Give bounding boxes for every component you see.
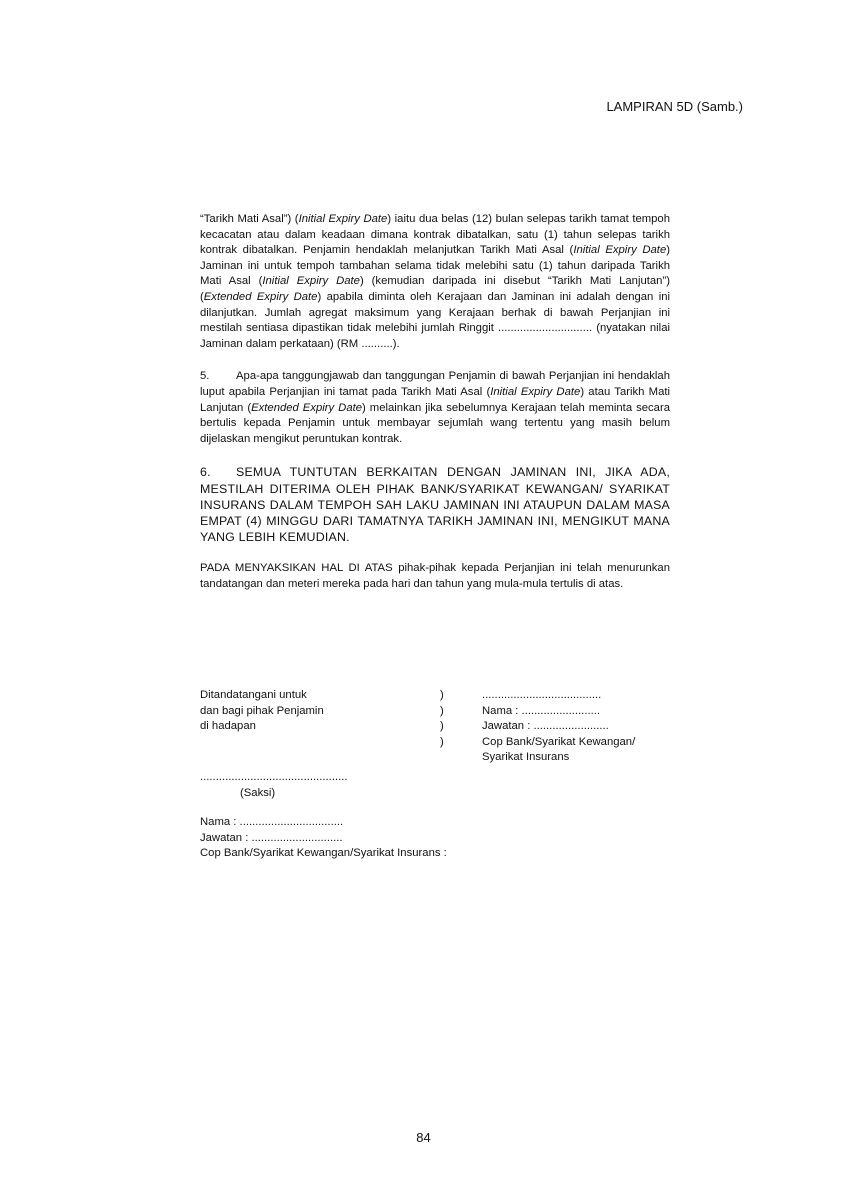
- name-field: Nama : .........................: [482, 704, 601, 717]
- paragraph-number: 5.: [200, 370, 210, 383]
- italic-term: Initial Expiry Date: [573, 244, 667, 257]
- position-field: Jawatan : ........................: [482, 720, 609, 733]
- stamp-field-continued: Syarikat Insurans: [482, 751, 570, 764]
- paragraph-expiry-date: [200, 212, 670, 352]
- witness-stamp-field: Cop Bank/Syarikat Kewangan/Syarikat Insurans :: [200, 847, 447, 860]
- text-segment: ) atau Tarikh Mati Lanjutan (: [200, 385, 670, 414]
- italic-term: Initial Expiry Date: [262, 275, 360, 288]
- stamp-field: Cop Bank/Syarikat Kewangan/: [482, 735, 636, 748]
- text-segment: ) iaitu dua belas (12) bulan selepas tarikh tamat tempoh kecacatan atau dalam keadaan dimana kontrak dibatalkan, satu (1) tahun selepas tarikh kontrak dibatalkan. Penjamin hendaklah melanjutkan Tarikh Mati Asal (: [200, 213, 670, 257]
- text-segment: ) Jaminan ini untuk tempoh tambahan selama tidak melebihi satu (1) tahun daripada Tarikh Mati Asal (: [200, 244, 670, 288]
- witness-label: (Saksi): [240, 786, 276, 799]
- text-segment: ) (kemudian daripada ini disebut “Tarikh Mati Lanjutan”) (: [200, 275, 670, 303]
- paragraph-6: [200, 464, 670, 545]
- paragraph-witness-clause: [200, 561, 670, 592]
- signature-block: [200, 688, 670, 766]
- italic-term: Extended Expiry Date: [203, 290, 318, 303]
- bracket: ): [440, 704, 444, 717]
- italic-term: Initial Expiry Date: [298, 213, 388, 225]
- text-segment: ) apabila diminta oleh Kerajaan dan Jaminan ini adalah dengan ini dilanjutkan. Jumlah agregat maksimum yang Kerajaan berhak di bawah Perjanjian ini mestilah sentiasa dipastikan tidak melebihi jumlah Ringgit .............................. (nyatakan nilai Jaminan dalam perkataan) (RM ..........).: [200, 290, 670, 350]
- text-segment: “Tarikh Mati Asal”) (: [200, 213, 299, 225]
- bracket: ): [440, 689, 444, 701]
- text-segment: PADA MENYAKSIKAN HAL DI ATAS: [200, 562, 393, 575]
- appendix-header: LAMPIRAN 5D (Samb.): [606, 99, 743, 114]
- bracket: ): [440, 735, 444, 748]
- signatory-description: [200, 688, 440, 766]
- signatory-line: Ditandatangani untuk: [200, 689, 307, 701]
- italic-term: Initial Expiry Date: [490, 385, 581, 398]
- witness-name-field: Nama : .................................: [200, 816, 344, 828]
- bracket-column: [440, 688, 482, 766]
- page-number: 84: [416, 1130, 431, 1145]
- paragraph-5: [200, 369, 670, 447]
- guarantor-signature-fields: [482, 688, 670, 766]
- paragraph-number: 6.: [200, 465, 211, 480]
- text-segment: ) melainkan jika sebelumnya Kerajaan telah meminta secara bertulis kepada Penjamin untuk membayar sejumlah wang tertentu yang masih belum dijelaskan mengikut peruntukan kontrak.: [200, 401, 670, 445]
- witness-position-field: Jawatan : .............................: [200, 831, 343, 844]
- signatory-line: dan bagi pihak Penjamin: [200, 704, 324, 717]
- text-segment: pihak-pihak kepada Perjanjian ini telah menurunkan tandatangan dan meteri mereka pada hari dan tahun yang mula-mula tertulis di atas.: [200, 562, 670, 590]
- signatory-line: di hadapan: [200, 720, 256, 733]
- witness-signature-line: ...............................................: [200, 771, 348, 783]
- witness-signature: [200, 770, 348, 801]
- text-segment: SEMUA TUNTUTAN BERKAITAN DENGAN JAMINAN INI, JIKA ADA, MESTILAH DITERIMA OLEH PIHAK BANK/SYARIKAT KEWANGAN/ SYARIKAT INSURANS DALAM TEMPOH SAH LAKU JAMINAN INI ATAUPUN DALAM MASA EMPAT (4) MINGGU DARI TAMATNYA TARIKH JAMINAN INI, MENGIKUT MANA YANG LEBIH KEMUDIAN.: [200, 465, 670, 545]
- witness-details: [200, 815, 447, 862]
- document-body: [200, 212, 670, 593]
- text-segment: Apa-apa tanggungjawab dan tanggungan Penjamin di bawah Perjanjian ini hendaklah luput apabila Perjanjian ini tamat pada Tarikh Mati Asal (: [200, 370, 670, 398]
- bracket: ): [440, 720, 444, 733]
- italic-term: Extended Expiry Date: [251, 401, 363, 414]
- signature-line: ......................................: [482, 689, 602, 701]
